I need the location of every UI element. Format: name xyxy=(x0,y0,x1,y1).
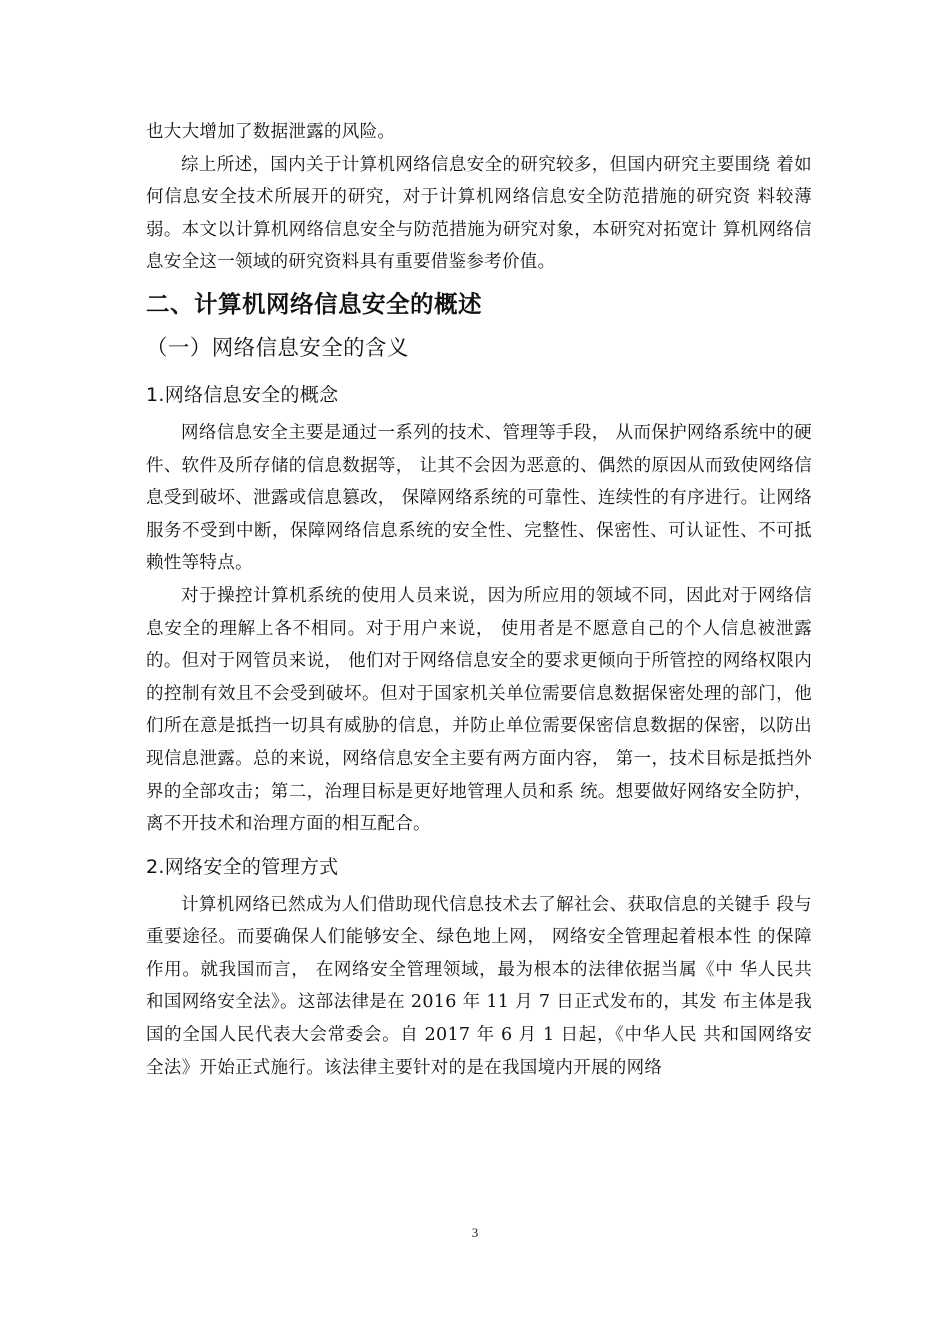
section-heading: （一）网络信息安全的含义 xyxy=(146,335,409,361)
paragraph-summary: 综上所述，国内关于计算机网络信息安全的研究较多，但国内研究主要围绕 着如何信息安全技术所展开的研究，对于计算机网络信息安全防范措施的研究资 料较薄弱。本文以计算机网络信息安全与防范措施为研究对象，本研究对拓宽计 算机网络信息安全这一领域的研究资料具有重要借鉴参考价值。 xyxy=(146,154,812,273)
page-number: 3 xyxy=(471,1225,479,1240)
paragraph-concept-2: 对于操控计算机系统的使用人员来说，因为所应用的领域不同，因此对于网络信息安全的理解上各不相同。对于用户来说， 使用者是不愿意自己的个人信息被泄露的。但对于网管员来说， 他们对于网络信息安全的要求更倾向于所管控的网络权限内的控制有效且不会受到破坏。但对于国家机关单位需要信息数据保密处理的部门，他们所在意是抵挡一切具有威胁的信息，并防止单位需要保密信息数据的保密，以防出现信息泄露。总的来说，网络信息安全主要有两方面内容， 第一，技术目标是抵挡外界的全部攻击；第二，治理目标是更好地管理人员和系 统。想要做好网络安全防护，离不开技术和治理方面的相互配合。 xyxy=(146,585,812,835)
chapter-heading: 二、计算机网络信息安全的概述 xyxy=(146,289,482,318)
subsection-heading-1: 1.网络信息安全的概念 xyxy=(146,383,339,406)
paragraph-continued: 也大大增加了数据泄露的风险。 xyxy=(146,122,396,142)
paragraph-concept-1: 网络信息安全主要是通过一系列的技术、管理等手段， 从而保护网络系统中的硬件、软件及所存储的信息数据等， 让其不会因为恶意的、偶然的原因从而致使网络信息受到破坏、泄露或信息篡改， 保障网络系统的可靠性、连续性的有序进行。让网络服务不受到中断，保障网络信息系统的安全性、完整性、保密性、可认证性、不可抵赖性等特点。 xyxy=(146,422,812,574)
document-body xyxy=(146,116,812,1084)
paragraph-management: 计算机网络已然成为人们借助现代信息技术去了解社会、获取信息的关键手 段与重要途径。而要确保人们能够安全、绿色地上网， 网络安全管理起着根本性 的保障作用。就我国而言， 在网络安全管理领域，最为根本的法律依据当属《中 华人民共和国网络安全法》。这部法律是在 2016 年 11 月 7 日正式发布的，其发 布主体是我国的全国人民代表大会常委会。自 2017 年 6 月 1 日起，《中华人民 共和国网络安全法》开始正式施行。该法律主要针对的是在我国境内开展的网络 xyxy=(146,894,812,1078)
subsection-heading-2: 2.网络安全的管理方式 xyxy=(146,855,339,878)
